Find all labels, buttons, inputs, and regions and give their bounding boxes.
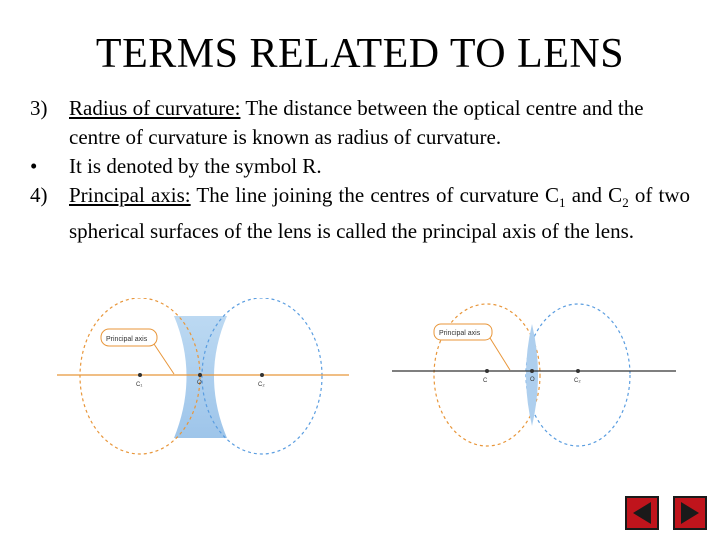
item-text-symbol: It is denoted by the symbol R.: [69, 154, 322, 178]
label-c1: C₁: [136, 382, 143, 388]
label-c1: C: [483, 378, 488, 384]
center-c2-dot: [260, 373, 264, 377]
list-item-symbol: [30, 152, 690, 181]
item-text: [69, 94, 690, 152]
center-c1-dot: [485, 369, 489, 373]
convex-lens-shape: [526, 324, 538, 426]
optical-centre-dot: [198, 373, 202, 377]
list-item-axis: [30, 181, 690, 246]
subscript: 2: [622, 195, 629, 211]
list-item-radius: [30, 94, 690, 152]
center-c1-dot: [138, 373, 142, 377]
item-text: [69, 181, 690, 246]
next-slide-button[interactable]: [673, 496, 707, 530]
definition-list: [30, 94, 690, 246]
callout-label: Principal axis: [106, 336, 148, 343]
callout-pointer: [154, 344, 174, 374]
convex-lens-figure: [392, 302, 676, 452]
curvature-circle-right: [526, 304, 630, 446]
subscript: 1: [559, 195, 566, 211]
item-marker: 4): [30, 183, 48, 207]
definition-radius: The distance between the optical centre and the centre of curvature is known as radius of curvature.: [69, 96, 644, 149]
definition-part: and C: [565, 183, 623, 207]
bullet-marker: •: [30, 154, 38, 178]
term-principal-axis: Principal axis:: [69, 183, 191, 207]
callout-pointer: [490, 338, 510, 370]
item-marker: 3): [30, 96, 48, 120]
definition-part: The line joining the centres of curvature C: [190, 183, 560, 207]
previous-slide-button[interactable]: [625, 496, 659, 530]
optical-centre-dot: [530, 369, 534, 373]
label-o: O: [530, 377, 535, 383]
slide-title: TERMS RELATED TO LENS: [95, 31, 625, 77]
label-c2: C₂: [258, 382, 265, 388]
center-c2-dot: [576, 369, 580, 373]
callout-label: Principal axis: [439, 330, 481, 337]
label-o: O: [197, 380, 202, 386]
term-radius: Radius of curvature:: [69, 96, 241, 120]
definition-part: of two spherical surfaces of the lens is called the principal axis of the lens.: [69, 183, 690, 244]
label-c2: C₂: [574, 378, 581, 384]
concave-lens-figure: [57, 298, 349, 458]
